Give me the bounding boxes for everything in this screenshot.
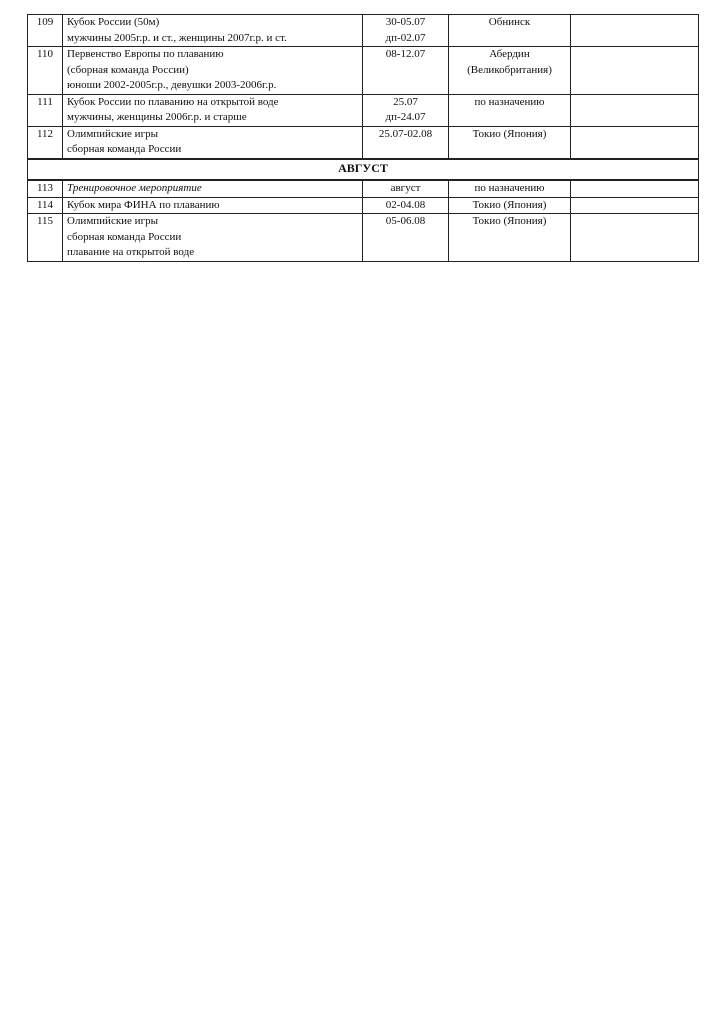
table-row	[28, 214, 699, 262]
table-row	[28, 47, 699, 95]
note-cell	[571, 94, 699, 126]
event-line: (сборная команда России)	[67, 63, 189, 76]
row-number: 113	[28, 180, 63, 197]
date-cell	[363, 214, 449, 262]
place-cell	[449, 214, 571, 262]
table-row	[28, 94, 699, 126]
table-row	[28, 15, 699, 47]
event-line: Кубок России (50м)	[67, 16, 160, 28]
date-line: 30-05.07	[385, 16, 426, 28]
date-cell	[363, 197, 449, 214]
date-cell	[363, 15, 449, 47]
date-cell	[363, 180, 449, 197]
event-cell	[63, 180, 363, 197]
date-line: 02-04.08	[385, 198, 426, 211]
place-cell	[449, 15, 571, 47]
event-cell	[63, 47, 363, 95]
note-cell	[571, 214, 699, 262]
event-line: юноши 2002-2005г.р., девушки 2003-2006г.р.	[67, 79, 277, 91]
date-line: 25.07-02.08	[378, 127, 433, 140]
place-line: Токио (Япония)	[472, 215, 547, 227]
place-line: Абердин	[489, 48, 530, 60]
event-line: Кубок России по плаванию на открытой воде	[67, 95, 279, 108]
row-number: 115	[28, 214, 63, 262]
schedule-table	[27, 14, 699, 262]
table-row	[28, 126, 699, 159]
place-line: по назначению	[474, 182, 545, 194]
table-row	[28, 180, 699, 197]
place-cell	[449, 94, 571, 126]
note-cell	[571, 197, 699, 214]
event-line: мужчины 2005г.р. и ст., женщины 2007г.р. и ст.	[67, 31, 287, 44]
note-cell	[571, 15, 699, 47]
month-header: АВГУСТ	[28, 159, 699, 181]
place-line: по назначению	[474, 95, 545, 108]
event-cell	[63, 197, 363, 214]
date-line: 25.07	[393, 95, 418, 108]
place-cell	[449, 126, 571, 159]
event-cell	[63, 94, 363, 126]
date-line: 08-12.07	[385, 48, 426, 60]
row-number: 110	[28, 47, 63, 95]
event-line: Тренировочное мероприятие	[67, 182, 202, 194]
date-cell	[363, 126, 449, 159]
event-cell	[63, 15, 363, 47]
place-cell	[449, 47, 571, 95]
date-line: 05-06.08	[385, 215, 426, 227]
event-line: плавание на открытой воде	[67, 246, 195, 258]
place-line: Обнинск	[488, 16, 531, 28]
event-line: сборная команда России	[67, 143, 182, 155]
event-line: мужчины, женщины 2006г.р. и старше	[67, 111, 247, 123]
note-cell	[571, 126, 699, 159]
row-number: 111	[28, 94, 63, 126]
date-line: август	[390, 182, 421, 194]
event-line: сборная команда России	[67, 230, 182, 243]
event-line: Первенство Европы по плаванию	[67, 48, 224, 60]
note-cell	[571, 180, 699, 197]
place-line: Токио (Япония)	[472, 127, 547, 140]
table-row	[28, 197, 699, 214]
note-cell	[571, 47, 699, 95]
row-number: 112	[28, 126, 63, 159]
event-cell	[63, 214, 363, 262]
place-cell	[449, 197, 571, 214]
event-line: Олимпийские игры	[67, 127, 158, 140]
event-cell	[63, 126, 363, 159]
event-line: Олимпийские игры	[67, 215, 158, 227]
date-cell	[363, 94, 449, 126]
row-number: 114	[28, 197, 63, 214]
date-line: дп-24.07	[385, 111, 426, 123]
place-line: Токио (Япония)	[472, 198, 547, 211]
event-line: Кубок мира ФИНА по плаванию	[67, 198, 220, 211]
month-header-row	[28, 159, 699, 181]
place-line: (Великобритания)	[467, 63, 552, 76]
row-number: 109	[28, 15, 63, 47]
date-line: дп-02.07	[385, 31, 426, 44]
date-cell	[363, 47, 449, 95]
place-cell	[449, 180, 571, 197]
